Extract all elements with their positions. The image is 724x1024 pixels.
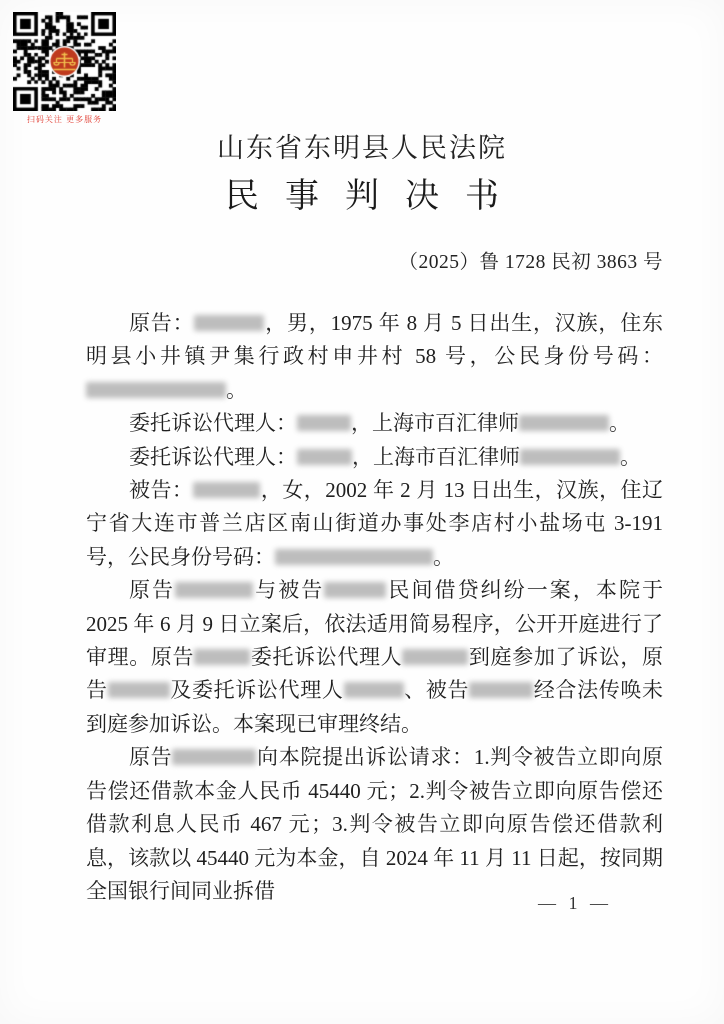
redacted-text <box>193 482 260 498</box>
paragraph: 原告 向本院提出诉讼请求：1.判令被告立即向原告偿还借款本金人民币 45440 元；2.判令被告立即向原告偿还借款利息人民币 467 元；3.判令被告立即向原告偿还借款利息，该款以 45440 元为本金，自 2024 年 11 月 11 日起，按同期全国银行间同业拆借 <box>86 745 664 903</box>
redacted-text <box>275 549 433 565</box>
document-body <box>86 307 663 908</box>
redacted-text <box>297 415 351 431</box>
qr-block <box>13 12 117 125</box>
document-title: 民事判决书 <box>225 178 525 215</box>
redacted-text <box>402 649 468 665</box>
redacted-text <box>194 649 250 665</box>
redacted-text <box>86 382 226 398</box>
page-number: — 1 — <box>538 893 612 913</box>
redacted-text <box>469 682 533 698</box>
qr-code <box>13 12 116 111</box>
paragraph: 原告： ，男，1975 年 8 月 5 日出生，汉族，住东明县小井镇尹集行政村申井村 58 号，公民身份号码：。 <box>86 311 664 402</box>
paragraph: 委托诉讼代理人： ，上海市百汇律师 。 <box>129 411 630 436</box>
redacted-text <box>519 415 609 431</box>
redacted-text <box>344 682 404 698</box>
paragraph: 被告： ，女，2002 年 2 月 13 日出生，汉族，住辽宁省大连市普兰店区南山街道办事处李店村小盐场屯 3-191 号，公民身份号码： 。 <box>86 478 664 569</box>
redacted-text <box>172 749 256 765</box>
case-number: （2025）鲁 1728 民初 3863 号 <box>398 252 663 273</box>
qr-caption: 扫码关注 更多服务 <box>26 115 103 124</box>
redacted-text <box>175 582 253 598</box>
redacted-text <box>324 582 386 598</box>
paragraph: 委托诉讼代理人： ，上海市百汇律师 。 <box>129 444 641 469</box>
redacted-text <box>520 449 620 465</box>
paragraph: 原告 与被告 民间借贷纠纷一案，本院于 2025 年 6 月 9 日立案后，依法适用简易程序，公开开庭进行了审理。原告 委托诉讼代理人 到庭参加了诉讼，原告 及委托诉讼代理人 、被告 经合法传唤未到庭参加诉讼。本案现已审理终结。 <box>86 578 664 736</box>
redacted-text <box>297 449 352 465</box>
redacted-text <box>108 682 170 698</box>
redacted-text <box>194 315 264 331</box>
court-name: 山东省东明县人民法院 <box>217 133 507 163</box>
